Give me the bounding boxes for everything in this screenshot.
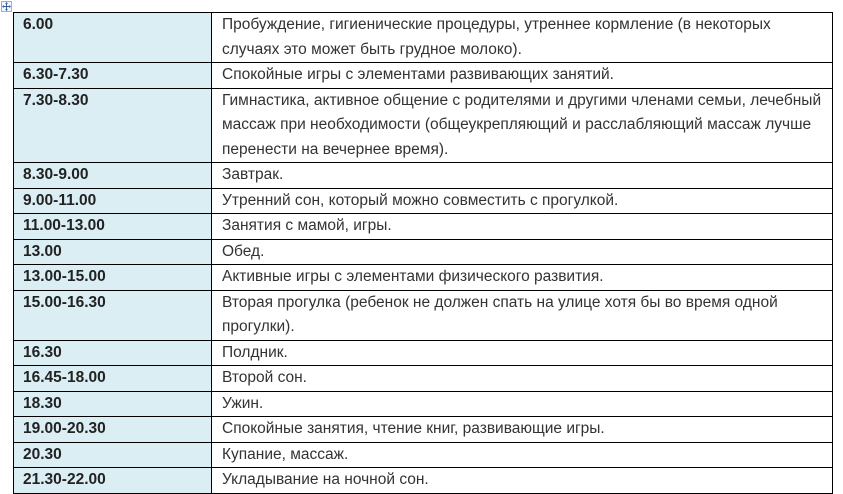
table-row [14, 88, 833, 163]
time-cell: 8.30-9.00 [14, 163, 212, 189]
table-row [14, 63, 833, 89]
table-row [14, 188, 833, 214]
table-row [14, 468, 833, 494]
time-cell: 11.00-13.00 [14, 214, 212, 240]
table-row [14, 290, 833, 340]
activity-cell: Занятия с мамой, игры. [212, 214, 833, 240]
activity-cell: Укладывание на ночной сон. [212, 468, 833, 494]
table-row [14, 265, 833, 291]
activity-cell: Второй сон. [212, 366, 833, 392]
time-cell: 6.30-7.30 [14, 63, 212, 89]
table-row [14, 417, 833, 443]
activity-cell: Купание, массаж. [212, 442, 833, 468]
table-row [14, 340, 833, 366]
activity-cell: Спокойные занятия, чтение книг, развивающие игры. [212, 417, 833, 443]
table-row [14, 391, 833, 417]
time-cell: 18.30 [14, 391, 212, 417]
time-cell: 9.00-11.00 [14, 188, 212, 214]
time-cell: 6.00 [14, 13, 212, 63]
time-cell: 20.30 [14, 442, 212, 468]
table-row [14, 366, 833, 392]
time-cell: 21.30-22.00 [14, 468, 212, 494]
table-row [14, 13, 833, 63]
table-row [14, 214, 833, 240]
activity-cell: Утренний сон, который можно совместить с прогулкой. [212, 188, 833, 214]
time-cell: 16.30 [14, 340, 212, 366]
activity-cell: Вторая прогулка (ребенок не должен спать на улице хотя бы во время одной прогулки). [212, 290, 833, 340]
time-cell: 13.00-15.00 [14, 265, 212, 291]
time-cell: 13.00 [14, 239, 212, 265]
activity-cell: Гимнастика, активное общение с родителями и другими членами семьи, лечебный массаж при необходимости (общеукрепляющий и расслабляющий массаж лучше перенести на вечернее время). [212, 88, 833, 163]
table-row [14, 442, 833, 468]
table-row [14, 163, 833, 189]
time-cell: 19.00-20.30 [14, 417, 212, 443]
table-row [14, 239, 833, 265]
activity-cell: Полдник. [212, 340, 833, 366]
daily-schedule-table [13, 12, 833, 494]
activity-cell: Пробуждение, гигиенические процедуры, утреннее кормление (в некоторых случаях это может быть грудное молоко). [212, 13, 833, 63]
move-arrows-icon [2, 2, 11, 11]
time-cell: 15.00-16.30 [14, 290, 212, 340]
activity-cell: Завтрак. [212, 163, 833, 189]
time-cell: 7.30-8.30 [14, 88, 212, 163]
table-move-handle[interactable] [1, 1, 12, 12]
activity-cell: Ужин. [212, 391, 833, 417]
activity-cell: Спокойные игры с элементами развивающих занятий. [212, 63, 833, 89]
activity-cell: Активные игры с элементами физического развития. [212, 265, 833, 291]
time-cell: 16.45-18.00 [14, 366, 212, 392]
activity-cell: Обед. [212, 239, 833, 265]
